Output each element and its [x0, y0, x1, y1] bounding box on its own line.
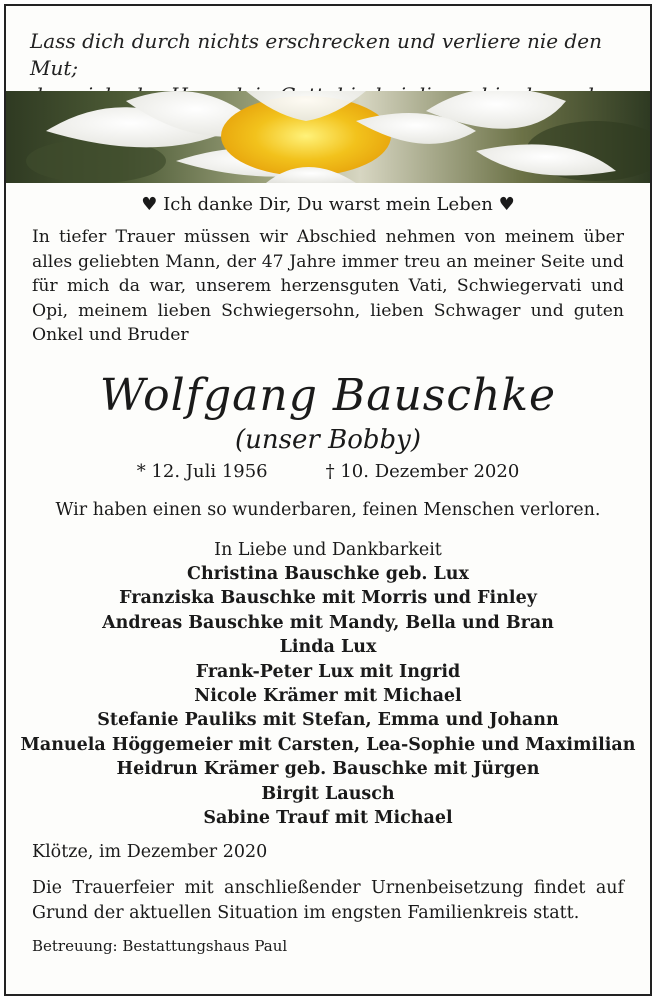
mourner-item: Nicole Krämer mit Michael [194, 685, 462, 706]
verse-line-1: Lass dich durch nichts erschrecken und verliere nie den Mut; [30, 29, 602, 80]
mourner-item: Linda Lux [279, 637, 377, 658]
lost-line: Wir haben einen so wunderbaren, feinen Menschen verloren. [55, 499, 601, 520]
obituary-notice [4, 4, 652, 996]
mourner-item: Frank-Peter Lux mit Ingrid [195, 661, 461, 682]
death-date: † 10. Dezember 2020 [325, 460, 520, 482]
intro-paragraph: In tiefer Trauer müssen wir Abschied nehmen von meinem über alles geliebten Mann, der 47 Jahre immer treu an meiner Seite und für mich da war, unserem herzensguten Vati, Schwiegervati und Opi, meinem lieben Schwiegersohn, lieben Schwager und guten Onkel und Bruder [32, 227, 624, 345]
mourners-lead: In Liebe und Dankbarkeit [214, 539, 442, 560]
birth-date: * 12. Juli 1956 [136, 460, 268, 482]
deceased-name: Wolfgang Bauschke [99, 369, 557, 421]
mourner-item: Christina Bauschke geb. Lux [187, 563, 469, 584]
mourner-item: Sabine Trauf mit Michael [203, 807, 453, 828]
funeral-home-credit: Betreuung: Bestattungshaus Paul [32, 937, 288, 956]
life-dates [6, 460, 650, 484]
place-date: Klötze, im Dezember 2020 [32, 842, 268, 863]
mourner-item: Stefanie Pauliks mit Stefan, Emma und Johann [97, 710, 559, 731]
water-lily-photo [6, 91, 650, 183]
mourner-item: Franziska Bauschke mit Morris und Finley [119, 588, 537, 609]
mourner-item: Birgit Lausch [261, 783, 395, 804]
deceased-nickname: (unser Bobby) [235, 424, 421, 455]
mourners-list [6, 538, 650, 831]
mourner-item: Manuela Höggemeier mit Carsten, Lea-Sophie und Maximilian [20, 734, 636, 755]
funeral-service-note: Die Trauerfeier mit anschließender Urnenbeisetzung findet auf Grund der aktuellen Situation im engsten Familienkreis statt. [32, 878, 624, 923]
mourner-item: Heidrun Krämer geb. Bauschke mit Jürgen [116, 759, 540, 780]
dedication-line: ♥ Ich danke Dir, Du warst mein Leben ♥ [141, 194, 515, 215]
bible-verse [6, 6, 650, 88]
mourner-item: Andreas Bauschke mit Mandy, Bella und Bran [102, 612, 554, 633]
water-lily-icon [6, 91, 650, 183]
